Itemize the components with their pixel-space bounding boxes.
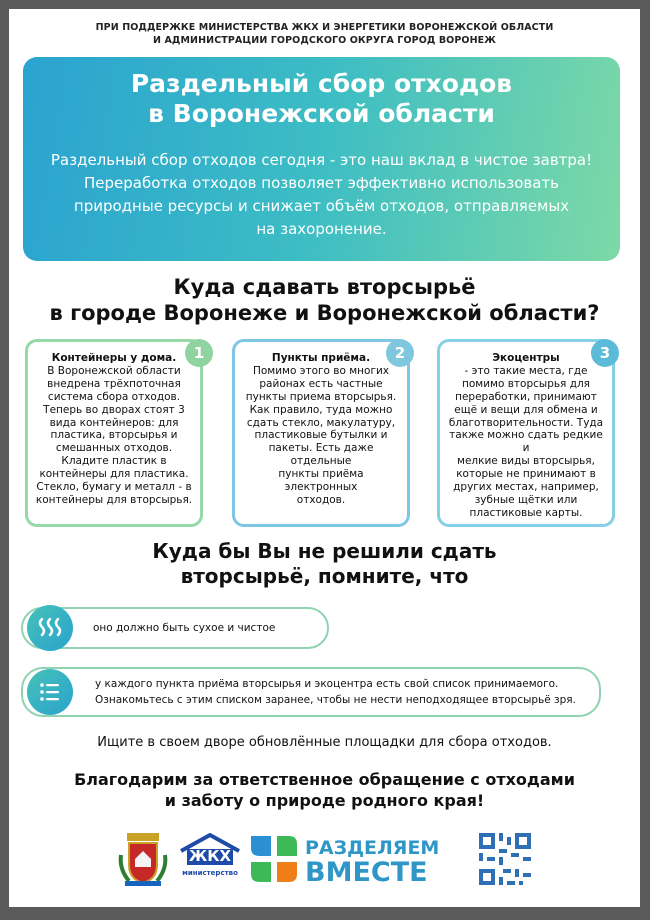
tip-text: [95, 676, 576, 708]
card-number-badge-1: 1: [185, 339, 213, 367]
card-line: контейнеры для вторсырья.: [35, 493, 193, 506]
card-title: Пункты приёма.: [271, 352, 371, 364]
card-line: благотворительности. Туда: [448, 416, 604, 429]
card-line: которые не принимают в: [456, 468, 596, 481]
hero-title-line-2: в Воронежской области: [148, 99, 495, 128]
support-line-1: ПРИ ПОДДЕРЖКЕ МИНИСТЕРСТВА ЖКХ И ЭНЕРГЕТИКИ ВОРОНЕЖСКОЙ ОБЛАСТИ: [95, 22, 554, 33]
card-line: В Воронежской области: [47, 364, 181, 377]
thanks-line-1: Благодарим за ответственное обращение с отходами: [74, 770, 575, 789]
ministry-abbr: ЖКХ: [188, 847, 232, 865]
support-line-2: И АДМИНИСТРАЦИИ ГОРОДСКОГО ОКРУГА ГОРОД ВОРОНЕЖ: [153, 35, 496, 46]
remember-title-line-2: вторсырьё, помните, что: [180, 564, 469, 588]
card-line: Теперь во дворах стоят 3: [43, 403, 185, 416]
card-line: пункты приема вторсырья.: [245, 390, 397, 403]
hero-text-line-2: Переработка отходов позволяет эффективно использовать: [83, 174, 560, 192]
card-line: смешанных отходов.: [55, 442, 173, 455]
card-line: вида контейнеров: для: [49, 416, 179, 429]
card-body: [446, 365, 606, 520]
card-line: система сбора отходов.: [47, 390, 181, 403]
card-line: внедрена трёхпоточная: [47, 377, 181, 390]
remember-title: [9, 539, 640, 589]
card-number-badge-2: 2: [386, 339, 414, 367]
card-ecocenters: [437, 339, 615, 527]
hero-text-line-1: Раздельный сбор отходов сегодня - это наш вклад в чистое завтра!: [50, 151, 593, 169]
hero-text: [37, 149, 606, 241]
ministry-logo: [179, 833, 241, 883]
card-line: пластиковые бутылки и: [254, 429, 388, 442]
ministry-caption: министерство: [182, 869, 238, 877]
card-line: отходов.: [296, 493, 346, 506]
thanks-text: [9, 769, 640, 811]
card-line: ещё и вещи для обмена и: [454, 403, 598, 416]
hero-title-line-1: Раздельный сбор отходов: [130, 69, 513, 98]
steam-icon: [27, 605, 73, 651]
hero-banner: [23, 57, 620, 261]
card-containers: [25, 339, 203, 527]
card-body: [34, 365, 194, 507]
card-line: районах есть частные: [259, 377, 383, 390]
card-line: также можно сдать редкие и: [449, 429, 603, 455]
brand-line-2: ВМЕСТЕ: [305, 857, 428, 888]
tip-check-list: [21, 667, 601, 717]
card-number-badge-3: 3: [591, 339, 619, 367]
hero-text-line-4: на захоронение.: [256, 220, 387, 238]
card-line: мелкие виды вторсырья,: [457, 455, 595, 468]
list-icon: [27, 669, 73, 715]
card-line: помимо вторсырья для: [462, 377, 590, 390]
card-line: сдать стекло, макулатуру,: [246, 416, 396, 429]
card-line: других местах, например,: [453, 481, 599, 494]
card-title: Контейнеры у дома.: [51, 352, 177, 364]
remember-title-line-1: Куда бы Вы не решили сдать: [152, 539, 497, 563]
card-line: пакеты. Есть даже отдельные: [268, 442, 374, 468]
card-line: Помимо этого во многих: [252, 364, 390, 377]
support-header: [9, 21, 640, 47]
card-line: контейнеры для пластика.: [39, 468, 189, 481]
card-line: пункты приёма электронных: [278, 468, 364, 494]
where-title: [9, 274, 640, 326]
logos-row: [9, 829, 640, 889]
card-body: [241, 365, 401, 507]
tip-text: оно должно быть сухое и чистое: [93, 622, 276, 634]
brand-line-1: РАЗДЕЛЯЕМ: [305, 837, 440, 859]
card-line: Как правило, туда можно: [249, 403, 393, 416]
brand-wordmark: [305, 837, 439, 887]
hero-text-line-3: природные ресурсы и снижает объём отходов, отправляемых: [73, 197, 570, 215]
card-title: Экоцентры: [492, 352, 560, 364]
poster-page: [9, 9, 640, 907]
coat-of-arms-icon: [117, 831, 169, 889]
card-line: Кладите пластик в: [61, 455, 167, 468]
card-line: зубные щётки или: [474, 493, 578, 506]
search-yard-text: Ищите в своем дворе обновлённые площадки для сбора отходов.: [97, 735, 552, 750]
where-title-line-2: в городе Воронеже и Воронежской области?: [49, 301, 600, 325]
card-line: пластиковые карты.: [469, 506, 583, 519]
card-line: переработки, принимают: [455, 390, 597, 403]
tip-text-line-1: у каждого пункта приёма вторсырья и экоцентра есть свой список принимаемого.: [95, 678, 559, 690]
brand-leaves-icon: [249, 834, 299, 884]
card-line: Стекло, бумагу и металл - в: [36, 481, 192, 494]
hero-title: [23, 69, 620, 129]
where-title-line-1: Куда сдавать вторсырьё: [173, 275, 476, 299]
card-line: - это такие места, где: [464, 364, 588, 377]
thanks-line-2: и заботу о природе родного края!: [164, 791, 485, 810]
card-collection-points: [232, 339, 410, 527]
qr-code-icon: [479, 833, 531, 885]
tip-text-line-2: Ознакомьтесь с этим списком заранее, чтобы не нести неподходящее вторсырьё зря.: [95, 694, 576, 706]
card-line: пластика, вторсырья и: [50, 429, 178, 442]
